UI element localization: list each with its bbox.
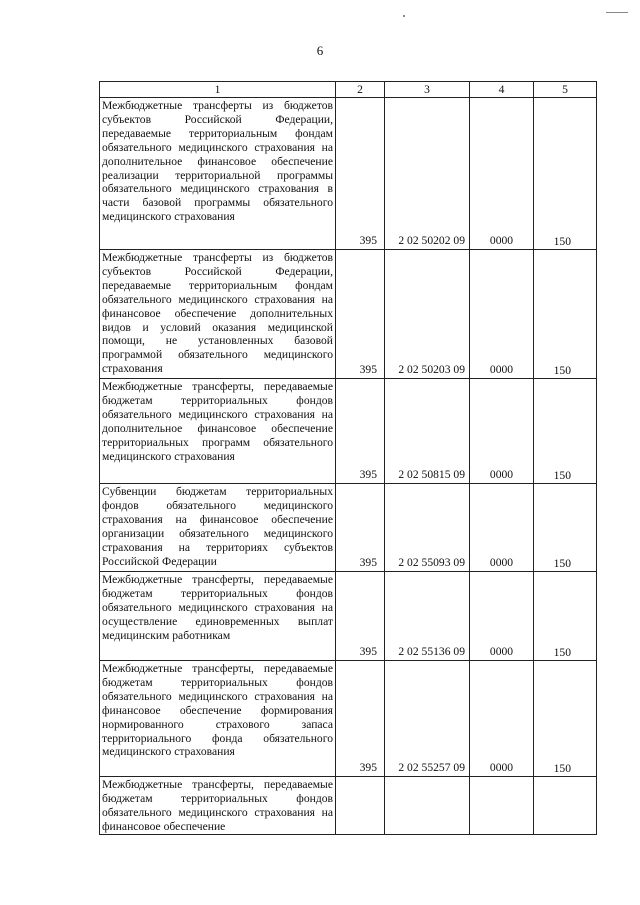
row-kind-code: 150 — [534, 250, 597, 379]
table-row — [100, 661, 597, 777]
scan-mark — [606, 12, 628, 13]
row-admin-code — [336, 777, 385, 835]
row-subtype-code: 0000 — [470, 98, 534, 250]
row-revenue-code: 2 02 55093 09 — [385, 484, 470, 572]
table-row — [100, 777, 597, 835]
row-subtype-code: 0000 — [470, 661, 534, 777]
row-admin-code: 395 — [336, 98, 385, 250]
row-revenue-code: 2 02 50202 09 — [385, 98, 470, 250]
row-description: Межбюджетные трансферты, передаваемые бюджетам территориальных фондов обязательного медицинского страхования на финансовое обеспечение — [100, 777, 336, 835]
row-kind-code — [534, 777, 597, 835]
table-row — [100, 250, 597, 379]
table-header-row — [100, 82, 597, 98]
row-admin-code: 395 — [336, 661, 385, 777]
row-subtype-code: 0000 — [470, 250, 534, 379]
row-description: Межбюджетные трансферты, передаваемые бюджетам территориальных фондов обязательного медицинского страхования на финансовое обеспечение формирования нормированного страхового запаса территориального фонда обязательного медицинского страхования — [100, 661, 336, 777]
row-admin-code: 395 — [336, 250, 385, 379]
revenue-classification-table — [99, 81, 597, 835]
row-revenue-code: 2 02 50203 09 — [385, 250, 470, 379]
scan-dot — [403, 15, 405, 17]
table-row — [100, 484, 597, 572]
header-col-1: 1 — [100, 82, 336, 98]
row-kind-code: 150 — [534, 484, 597, 572]
row-subtype-code — [470, 777, 534, 835]
row-revenue-code: 2 02 55136 09 — [385, 572, 470, 661]
row-description: Межбюджетные трансферты, передаваемые бюджетам территориальных фондов обязательного медицинского страхования на дополнительное финансовое обеспечение территориальных программ обязательного медицинского страхования — [100, 379, 336, 484]
row-kind-code: 150 — [534, 572, 597, 661]
row-description: Межбюджетные трансферты, передаваемые бюджетам территориальных фондов обязательного медицинского страхования на осуществление единовременных выплат медицинским работникам — [100, 572, 336, 661]
header-col-4: 4 — [470, 82, 534, 98]
header-col-5: 5 — [534, 82, 597, 98]
table-row — [100, 98, 597, 250]
row-revenue-code — [385, 777, 470, 835]
header-col-3: 3 — [385, 82, 470, 98]
header-col-2: 2 — [336, 82, 385, 98]
row-subtype-code: 0000 — [470, 379, 534, 484]
row-admin-code: 395 — [336, 572, 385, 661]
row-kind-code: 150 — [534, 661, 597, 777]
row-revenue-code: 2 02 50815 09 — [385, 379, 470, 484]
table-row — [100, 572, 597, 661]
row-kind-code: 150 — [534, 98, 597, 250]
row-kind-code: 150 — [534, 379, 597, 484]
page-number: 6 — [316, 43, 324, 58]
row-description: Субвенции бюджетам территориальных фондов обязательного медицинского страхования на финансовое обеспечение организации обязательного медицинского страхования на территориях субъектов Российской Федерации — [100, 484, 336, 572]
row-admin-code: 395 — [336, 484, 385, 572]
row-revenue-code: 2 02 55257 09 — [385, 661, 470, 777]
row-subtype-code: 0000 — [470, 572, 534, 661]
row-subtype-code: 0000 — [470, 484, 534, 572]
row-description: Межбюджетные трансферты из бюджетов субъектов Российской Федерации, передаваемые территориальным фондам обязательного медицинского страхования на финансовое обеспечение дополнительных видов и условий оказания медицинской помощи, не установленных базовой программой обязательного медицинского страхования — [100, 250, 336, 379]
row-description: Межбюджетные трансферты из бюджетов субъектов Российской Федерации, передаваемые территориальным фондам обязательного медицинского страхования на дополнительное финансовое обеспечение реализации территориальной программы обязательного медицинского страхования в части базовой программы обязательного медицинского страхования — [100, 98, 336, 250]
table-row — [100, 379, 597, 484]
row-admin-code: 395 — [336, 379, 385, 484]
